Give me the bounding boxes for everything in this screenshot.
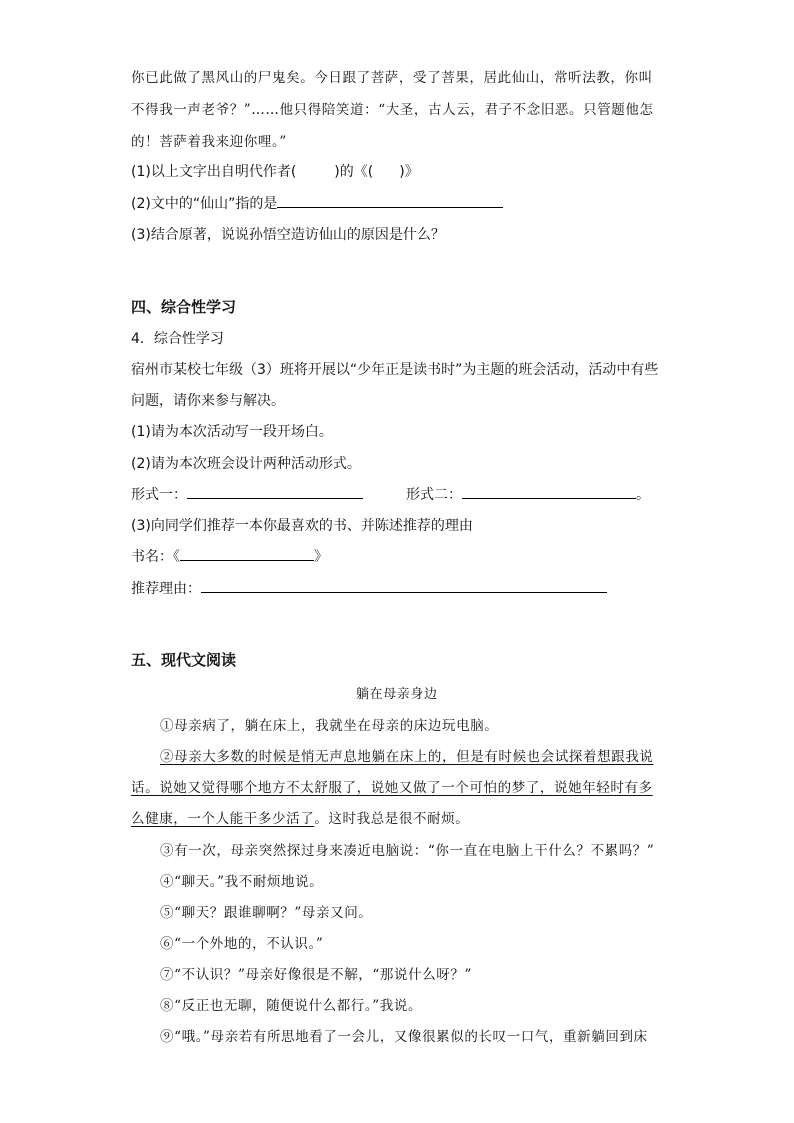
paragraph-2-underlined: 话。说她又觉得哪个地方不太舒服了，说她又做了一个可怕的梦了，说她年轻时有多 (131, 780, 653, 796)
paragraph-9: ⑨“哦。”母亲若有所思地看了一会儿，又像很累似的长叹一口气，重新躺回到床 (160, 1029, 648, 1045)
form-one-label: 形式一： (131, 487, 187, 503)
article-title: 躺在母亲身边 (356, 687, 438, 702)
question-4-1: (1)请为本次活动写一段开场白。 (131, 424, 333, 440)
question-intro: 问题，请你来参与解决。 (131, 393, 285, 409)
paragraph-4: ④“聊天。”我不耐烦地说。 (160, 874, 324, 890)
passage-line: 的！菩萨着我来迎你哩。” (131, 134, 287, 150)
question-text: )的《( (334, 164, 374, 180)
book-name-close: 》 (314, 549, 328, 565)
section-heading: 四、综合性学习 (131, 298, 237, 316)
punctuation: 。 (636, 487, 650, 503)
book-name-label: 书名：《 (131, 549, 180, 565)
paragraph-2-underlined: ②母亲大多数的时候是悄无声息地躺在床上的，但是有时候也会试探着想跟我说 (160, 749, 654, 765)
form-one-row (131, 484, 363, 504)
paragraph-3: ③有一次，母亲突然探过身来凑近电脑说：“你一直在电脑上干什么？不累吗？” (160, 843, 655, 859)
plain-text: 。这时我总是很不耐烦。 (314, 811, 470, 827)
reason-row (131, 578, 607, 598)
passage-line: 你已此做了黑风山的尸鬼矣。今日跟了菩萨，受了菩果，居此仙山，常听法教，你叫 (131, 70, 653, 86)
reason-label: 推荐理由： (131, 581, 201, 597)
form-two-row (406, 484, 650, 504)
paragraph-7: ⑦“不认识？”母亲好像很是不解，“那说什么呀？” (160, 967, 473, 983)
question-text: )》 (399, 164, 419, 180)
answer-blank[interactable] (277, 193, 503, 208)
form-two-blank[interactable] (462, 484, 636, 499)
question-4-3: (3)向同学们推荐一本你最喜欢的书、并陈述推荐的理由 (131, 518, 473, 534)
underlined-text: 么健康，一个人能干多少活了 (131, 811, 315, 827)
form-one-blank[interactable] (187, 484, 363, 499)
section-heading: 五、现代文阅读 (131, 651, 237, 669)
paragraph-6: ⑥“一个外地的，不认识。” (160, 936, 324, 952)
passage-line: 不得我一声老爷？”……他只得陪笑道：“大圣，古人云，君子不念旧恶。只管题他怎 (131, 102, 654, 118)
question-3-2 (131, 193, 503, 213)
question-text: (1)以上文字出自明代作者( (131, 164, 297, 180)
question-intro: 宿州市某校七年级（3）班将开展以“少年正是读书时”为主题的班会活动，活动中有些 (131, 362, 659, 378)
question-4-2: (2)请为本次班会设计两种活动形式。 (131, 456, 361, 472)
paragraph-1: ①母亲病了，躺在床上，我就坐在母亲的床边玩电脑。 (160, 718, 499, 734)
book-name-blank[interactable] (180, 546, 314, 561)
paragraph-5: ⑤“聊天？跟谁聊啊？”母亲又问。 (160, 905, 373, 921)
book-name-row (131, 546, 328, 566)
question-text: (2)文中的“仙山”指的是 (131, 196, 278, 212)
reason-blank[interactable] (201, 578, 607, 593)
question-item: 4．综合性学习 (131, 331, 224, 347)
form-two-label: 形式二： (406, 487, 462, 503)
question-3-1 (131, 161, 419, 181)
question-3-3: (3)结合原著，说说孙悟空造访仙山的原因是什么？ (131, 227, 445, 243)
paragraph-2-end (131, 807, 469, 827)
paragraph-8: ⑧“反正也无聊，随便说什么都行。”我说。 (160, 998, 423, 1014)
